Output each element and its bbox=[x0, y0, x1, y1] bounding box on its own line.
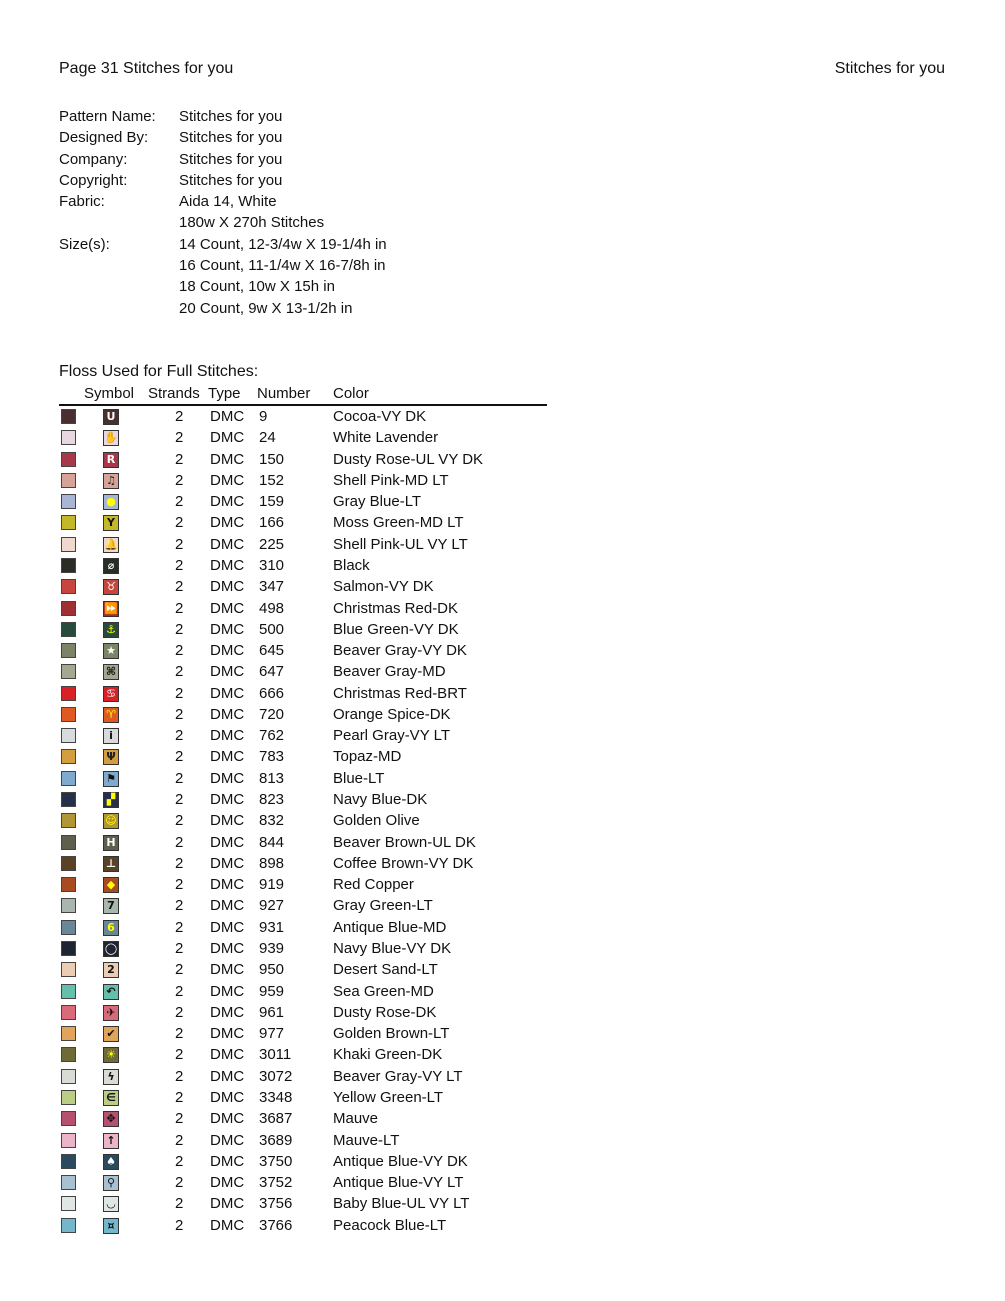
col-symbol: Symbol bbox=[84, 385, 135, 402]
color-name: Cocoa-VY DK bbox=[333, 408, 427, 425]
table-row bbox=[0, 640, 600, 661]
type: DMC bbox=[210, 791, 245, 809]
symbol-icon: ☺ bbox=[103, 813, 119, 829]
color-swatch bbox=[61, 1026, 76, 1041]
col-number: Number bbox=[257, 385, 311, 402]
number: 498 bbox=[259, 599, 285, 617]
table-row bbox=[0, 1172, 600, 1193]
symbol-icon: i bbox=[103, 728, 119, 744]
table-row bbox=[0, 576, 600, 597]
number: 950 bbox=[259, 961, 285, 979]
symbol-icon: ◆ bbox=[103, 877, 119, 893]
color-name: Navy Blue-VY DK bbox=[333, 940, 452, 957]
symbol-icon: ϟ bbox=[103, 1069, 119, 1085]
number: 3766 bbox=[259, 1216, 293, 1234]
color-name: Dusty Rose-UL VY DK bbox=[333, 450, 484, 468]
type: DMC bbox=[210, 748, 245, 766]
table-row bbox=[0, 619, 600, 640]
color-swatch bbox=[61, 707, 76, 722]
number: 159 bbox=[259, 493, 285, 511]
color-swatch bbox=[61, 558, 76, 573]
info-value: Stitches for you bbox=[179, 129, 283, 147]
color-name: Coffee Brown-VY DK bbox=[333, 854, 474, 872]
symbol-icon: ◡ bbox=[103, 1196, 119, 1212]
table-row bbox=[0, 1002, 600, 1023]
type: DMC bbox=[210, 408, 245, 425]
symbol-icon: ◯ bbox=[104, 942, 118, 955]
number: 832 bbox=[259, 812, 285, 830]
symbol-icon: 2 bbox=[103, 962, 119, 978]
number: 347 bbox=[259, 578, 285, 596]
floss-title: Floss Used for Full Stitches: bbox=[59, 363, 259, 380]
symbol-icon: Y bbox=[103, 515, 119, 531]
color-name: Christmas Red-DK bbox=[333, 599, 459, 617]
symbol-icon: ♉ bbox=[103, 579, 119, 595]
table-row bbox=[0, 1108, 600, 1129]
type: DMC bbox=[210, 1152, 245, 1170]
table-row bbox=[0, 1023, 600, 1044]
color-name: Antique Blue-VY DK bbox=[333, 1152, 468, 1170]
type: DMC bbox=[210, 982, 245, 1000]
table-row bbox=[0, 1066, 600, 1087]
color-name: Gray Green-LT bbox=[333, 897, 433, 915]
number: 844 bbox=[259, 833, 285, 851]
color-name: Sea Green-MD bbox=[333, 982, 434, 1000]
strands: 2 bbox=[175, 1216, 184, 1234]
symbol-icon: Ψ bbox=[103, 749, 119, 765]
strands: 2 bbox=[175, 1131, 184, 1149]
color-name: Christmas Red-BRT bbox=[333, 684, 467, 702]
strands: 2 bbox=[175, 1046, 184, 1064]
symbol-icon: ⊥ bbox=[103, 856, 119, 872]
symbol-icon: ↶ bbox=[103, 984, 119, 1000]
table-row bbox=[0, 449, 600, 470]
strands: 2 bbox=[175, 1110, 184, 1128]
number: 3750 bbox=[259, 1152, 293, 1170]
strands: 2 bbox=[175, 663, 184, 681]
strands: 2 bbox=[175, 876, 184, 894]
type: DMC bbox=[210, 620, 245, 638]
type: DMC bbox=[210, 897, 245, 915]
type: DMC bbox=[210, 1195, 245, 1213]
color-swatch bbox=[61, 941, 76, 956]
strands: 2 bbox=[175, 578, 184, 596]
number: 225 bbox=[259, 535, 285, 553]
color-swatch bbox=[61, 1047, 76, 1062]
type: DMC bbox=[210, 514, 245, 532]
symbol-icon: ♈ bbox=[103, 707, 119, 723]
color-swatch bbox=[61, 1090, 76, 1105]
number: 823 bbox=[259, 791, 285, 809]
color-swatch bbox=[61, 1196, 76, 1211]
table-row bbox=[0, 534, 600, 555]
strands: 2 bbox=[175, 897, 184, 915]
color-name: Antique Blue-VY LT bbox=[333, 1174, 464, 1192]
table-row bbox=[0, 598, 600, 619]
type: DMC bbox=[210, 1131, 245, 1149]
color-swatch bbox=[61, 515, 76, 530]
strands: 2 bbox=[175, 408, 184, 425]
number: 783 bbox=[259, 748, 285, 766]
color-name: Gray Blue-LT bbox=[333, 493, 422, 511]
number: 813 bbox=[259, 769, 285, 787]
color-swatch bbox=[61, 728, 76, 743]
color-name: Red Copper bbox=[333, 876, 414, 894]
number: 3756 bbox=[259, 1195, 293, 1213]
number: 3348 bbox=[259, 1088, 293, 1106]
page-header-left: Page 31 Stitches for you bbox=[59, 60, 234, 77]
strands: 2 bbox=[175, 748, 184, 766]
color-name: Antique Blue-MD bbox=[333, 918, 447, 936]
color-swatch bbox=[61, 579, 76, 594]
symbol-icon: ⏩ bbox=[104, 601, 118, 615]
table-row bbox=[0, 1044, 600, 1065]
symbol-icon: 🔔 bbox=[104, 537, 118, 551]
strands: 2 bbox=[175, 705, 184, 723]
strands: 2 bbox=[175, 1195, 184, 1213]
table-row bbox=[0, 874, 600, 895]
number: 919 bbox=[259, 876, 285, 894]
type: DMC bbox=[210, 556, 245, 574]
color-name: Beaver Brown-UL DK bbox=[333, 833, 476, 851]
table-row bbox=[0, 768, 600, 789]
color-swatch bbox=[61, 1069, 76, 1084]
color-swatch bbox=[61, 771, 76, 786]
table-row bbox=[0, 512, 600, 533]
number: 939 bbox=[259, 940, 285, 957]
strands: 2 bbox=[175, 961, 184, 979]
color-name: Beaver Gray-MD bbox=[333, 663, 446, 681]
table-row bbox=[0, 938, 600, 959]
table-row bbox=[0, 470, 600, 491]
number: 645 bbox=[259, 642, 285, 660]
symbol-icon: ¤ bbox=[103, 1218, 119, 1234]
table-row bbox=[0, 1215, 600, 1236]
symbol-icon: ★ bbox=[103, 643, 119, 659]
table-row bbox=[0, 789, 600, 810]
number: 977 bbox=[259, 1025, 285, 1043]
table-row bbox=[0, 683, 600, 704]
type: DMC bbox=[210, 578, 245, 596]
type: DMC bbox=[210, 854, 245, 872]
col-type: Type bbox=[208, 385, 241, 402]
color-name: White Lavender bbox=[333, 429, 439, 447]
info-label: Pattern Name: bbox=[59, 108, 156, 125]
table-row bbox=[0, 981, 600, 1002]
color-name: Shell Pink-MD LT bbox=[333, 471, 449, 489]
table-row bbox=[0, 661, 600, 682]
color-swatch bbox=[61, 1175, 76, 1190]
info-value: Stitches for you bbox=[179, 150, 283, 168]
color-swatch bbox=[61, 643, 76, 658]
table-row bbox=[0, 1130, 600, 1151]
color-name: Baby Blue-UL VY LT bbox=[333, 1195, 470, 1213]
symbol-icon: ↑ bbox=[103, 1133, 119, 1149]
number: 152 bbox=[259, 471, 285, 489]
symbol-icon: ✥ bbox=[103, 1111, 119, 1127]
color-swatch bbox=[61, 1005, 76, 1020]
type: DMC bbox=[210, 1046, 245, 1064]
type: DMC bbox=[210, 599, 245, 617]
number: 150 bbox=[259, 450, 285, 468]
type: DMC bbox=[210, 684, 245, 702]
color-name: Navy Blue-DK bbox=[333, 791, 428, 809]
number: 500 bbox=[259, 620, 285, 638]
color-swatch bbox=[61, 856, 76, 871]
type: DMC bbox=[210, 1025, 245, 1043]
type: DMC bbox=[210, 493, 245, 511]
number: 24 bbox=[259, 429, 276, 447]
page-header-right: Stitches for you bbox=[834, 60, 945, 77]
strands: 2 bbox=[175, 620, 184, 638]
strands: 2 bbox=[175, 727, 184, 745]
info-value: 14 Count, 12-3/4w X 19-1/4h in bbox=[179, 235, 387, 253]
color-name: Golden Olive bbox=[333, 812, 420, 830]
color-name: Mauve bbox=[333, 1110, 379, 1128]
number: 931 bbox=[259, 918, 285, 936]
color-swatch bbox=[61, 430, 76, 445]
symbol-icon: ● bbox=[103, 494, 119, 510]
table-row bbox=[0, 1193, 600, 1214]
type: DMC bbox=[210, 1110, 245, 1128]
strands: 2 bbox=[175, 514, 184, 532]
color-swatch bbox=[61, 962, 76, 977]
strands: 2 bbox=[175, 684, 184, 702]
strands: 2 bbox=[175, 535, 184, 553]
number: 666 bbox=[259, 684, 285, 702]
symbol-icon: 7 bbox=[103, 898, 119, 914]
table-row bbox=[0, 406, 600, 427]
color-swatch bbox=[61, 686, 76, 701]
color-name: Moss Green-MD LT bbox=[333, 514, 464, 532]
color-name: Beaver Gray-VY LT bbox=[333, 1067, 463, 1085]
type: DMC bbox=[210, 812, 245, 830]
symbol-icon: ☀ bbox=[103, 1047, 119, 1063]
number: 898 bbox=[259, 854, 285, 872]
table-row bbox=[0, 895, 600, 916]
number: 720 bbox=[259, 705, 285, 723]
number: 3752 bbox=[259, 1174, 293, 1192]
symbol-icon: ♋ bbox=[103, 686, 119, 702]
strands: 2 bbox=[175, 769, 184, 787]
symbol-icon: ⚓ bbox=[103, 622, 119, 638]
info-value: 16 Count, 11-1/4w X 16-7/8h in bbox=[179, 257, 386, 275]
type: DMC bbox=[210, 918, 245, 936]
number: 959 bbox=[259, 982, 285, 1000]
strands: 2 bbox=[175, 982, 184, 1000]
symbol-icon: ✔ bbox=[103, 1026, 119, 1042]
number: 310 bbox=[259, 556, 285, 574]
table-row bbox=[0, 1087, 600, 1108]
type: DMC bbox=[210, 769, 245, 787]
table-row bbox=[0, 853, 600, 874]
color-name: Peacock Blue-LT bbox=[333, 1216, 447, 1234]
color-name: Topaz-MD bbox=[333, 748, 402, 766]
type: DMC bbox=[210, 1067, 245, 1085]
col-strands: Strands bbox=[148, 385, 200, 402]
type: DMC bbox=[210, 663, 245, 681]
color-swatch bbox=[61, 537, 76, 552]
color-swatch bbox=[61, 920, 76, 935]
type: DMC bbox=[210, 1216, 245, 1234]
strands: 2 bbox=[175, 854, 184, 872]
symbol-icon: ✈ bbox=[103, 1005, 119, 1021]
type: DMC bbox=[210, 535, 245, 553]
symbol-icon: R bbox=[103, 452, 119, 468]
info-label: Designed By: bbox=[59, 129, 149, 147]
color-swatch bbox=[61, 452, 76, 467]
color-name: Dusty Rose-DK bbox=[333, 1003, 437, 1021]
strands: 2 bbox=[175, 450, 184, 468]
color-swatch bbox=[61, 877, 76, 892]
strands: 2 bbox=[175, 556, 184, 574]
info-value: 18 Count, 10w X 15h in bbox=[179, 278, 335, 296]
type: DMC bbox=[210, 642, 245, 660]
symbol-icon: ♠ bbox=[103, 1154, 119, 1170]
color-name: Salmon-VY DK bbox=[333, 578, 434, 596]
info-label: Copyright: bbox=[59, 171, 128, 189]
color-name: Desert Sand-LT bbox=[333, 961, 438, 979]
type: DMC bbox=[210, 429, 245, 447]
strands: 2 bbox=[175, 918, 184, 936]
color-name: Pearl Gray-VY LT bbox=[333, 727, 450, 745]
number: 3011 bbox=[259, 1046, 292, 1064]
symbol-icon: ✋ bbox=[104, 431, 118, 445]
color-swatch bbox=[61, 749, 76, 764]
symbol-icon: ∈ bbox=[103, 1090, 119, 1106]
color-name: Khaki Green-DK bbox=[333, 1046, 443, 1064]
strands: 2 bbox=[175, 940, 184, 957]
color-name: Blue Green-VY DK bbox=[333, 620, 459, 638]
table-row bbox=[0, 427, 600, 448]
number: 3072 bbox=[259, 1067, 293, 1085]
symbol-icon: ⚑ bbox=[103, 771, 119, 787]
strands: 2 bbox=[175, 833, 184, 851]
type: DMC bbox=[210, 705, 245, 723]
table-row bbox=[0, 555, 600, 576]
number: 3689 bbox=[259, 1131, 293, 1149]
color-swatch bbox=[61, 473, 76, 488]
symbol-icon: H bbox=[103, 835, 119, 851]
color-name: Orange Spice-DK bbox=[333, 705, 451, 723]
strands: 2 bbox=[175, 791, 184, 809]
table-row bbox=[0, 959, 600, 980]
number: 9 bbox=[259, 408, 268, 425]
symbol-icon: 6 bbox=[103, 920, 119, 936]
col-color: Color bbox=[333, 385, 369, 402]
symbol-icon: ⌀ bbox=[103, 558, 119, 574]
number: 3687 bbox=[259, 1110, 293, 1128]
type: DMC bbox=[210, 1174, 245, 1192]
number: 647 bbox=[259, 663, 285, 681]
symbol-icon: ♫ bbox=[103, 473, 119, 489]
color-swatch bbox=[61, 984, 76, 999]
table-row bbox=[0, 810, 600, 831]
strands: 2 bbox=[175, 642, 184, 660]
type: DMC bbox=[210, 471, 245, 489]
info-value: Stitches for you bbox=[179, 108, 283, 125]
type: DMC bbox=[210, 1088, 245, 1106]
strands: 2 bbox=[175, 493, 184, 511]
color-swatch bbox=[61, 1154, 76, 1169]
info-value: 20 Count, 9w X 13-1/2h in bbox=[179, 299, 353, 317]
color-swatch bbox=[61, 835, 76, 850]
color-swatch bbox=[61, 1133, 76, 1148]
color-swatch bbox=[61, 409, 76, 424]
strands: 2 bbox=[175, 1025, 184, 1043]
color-swatch bbox=[61, 898, 76, 913]
number: 961 bbox=[259, 1003, 285, 1021]
table-row bbox=[0, 704, 600, 725]
strands: 2 bbox=[175, 429, 184, 447]
color-name: Beaver Gray-VY DK bbox=[333, 642, 467, 660]
strands: 2 bbox=[175, 1003, 184, 1021]
symbol-icon: ⚲ bbox=[103, 1175, 119, 1191]
symbol-icon: ▞ bbox=[103, 792, 119, 808]
type: DMC bbox=[210, 450, 245, 468]
color-swatch bbox=[61, 792, 76, 807]
strands: 2 bbox=[175, 471, 184, 489]
color-name: Yellow Green-LT bbox=[333, 1088, 444, 1106]
color-swatch bbox=[61, 813, 76, 828]
strands: 2 bbox=[175, 1152, 184, 1170]
color-swatch bbox=[61, 1111, 76, 1126]
color-name: Mauve-LT bbox=[333, 1131, 400, 1149]
symbol-icon: ⌘ bbox=[103, 664, 119, 680]
type: DMC bbox=[210, 876, 245, 894]
color-swatch bbox=[61, 494, 76, 509]
info-value: Aida 14, White bbox=[179, 193, 277, 211]
color-swatch bbox=[61, 1218, 76, 1233]
table-row bbox=[0, 746, 600, 767]
color-name: Black bbox=[333, 556, 370, 574]
info-value: Stitches for you bbox=[179, 171, 283, 189]
table-row bbox=[0, 1151, 600, 1172]
type: DMC bbox=[210, 1003, 245, 1021]
info-label: Size(s): bbox=[59, 235, 110, 253]
strands: 2 bbox=[175, 1174, 184, 1192]
info-value: 180w X 270h Stitches bbox=[179, 214, 325, 232]
type: DMC bbox=[210, 833, 245, 851]
color-name: Shell Pink-UL VY LT bbox=[333, 535, 468, 553]
type: DMC bbox=[210, 940, 245, 957]
table-row bbox=[0, 725, 600, 746]
number: 762 bbox=[259, 727, 285, 745]
number: 927 bbox=[259, 897, 285, 915]
strands: 2 bbox=[175, 812, 184, 830]
info-label: Fabric: bbox=[59, 193, 105, 211]
strands: 2 bbox=[175, 1067, 184, 1085]
info-label: Company: bbox=[59, 150, 128, 168]
color-swatch bbox=[61, 622, 76, 637]
type: DMC bbox=[210, 961, 245, 979]
color-name: Blue-LT bbox=[333, 769, 385, 787]
strands: 2 bbox=[175, 599, 184, 617]
number: 166 bbox=[259, 514, 285, 532]
type: DMC bbox=[210, 727, 245, 745]
table-row bbox=[0, 917, 600, 938]
color-name: Golden Brown-LT bbox=[333, 1025, 450, 1043]
color-swatch bbox=[61, 601, 76, 616]
color-swatch bbox=[61, 664, 76, 679]
table-row bbox=[0, 491, 600, 512]
strands: 2 bbox=[175, 1088, 184, 1106]
symbol-icon: U bbox=[103, 409, 119, 425]
table-row bbox=[0, 832, 600, 853]
